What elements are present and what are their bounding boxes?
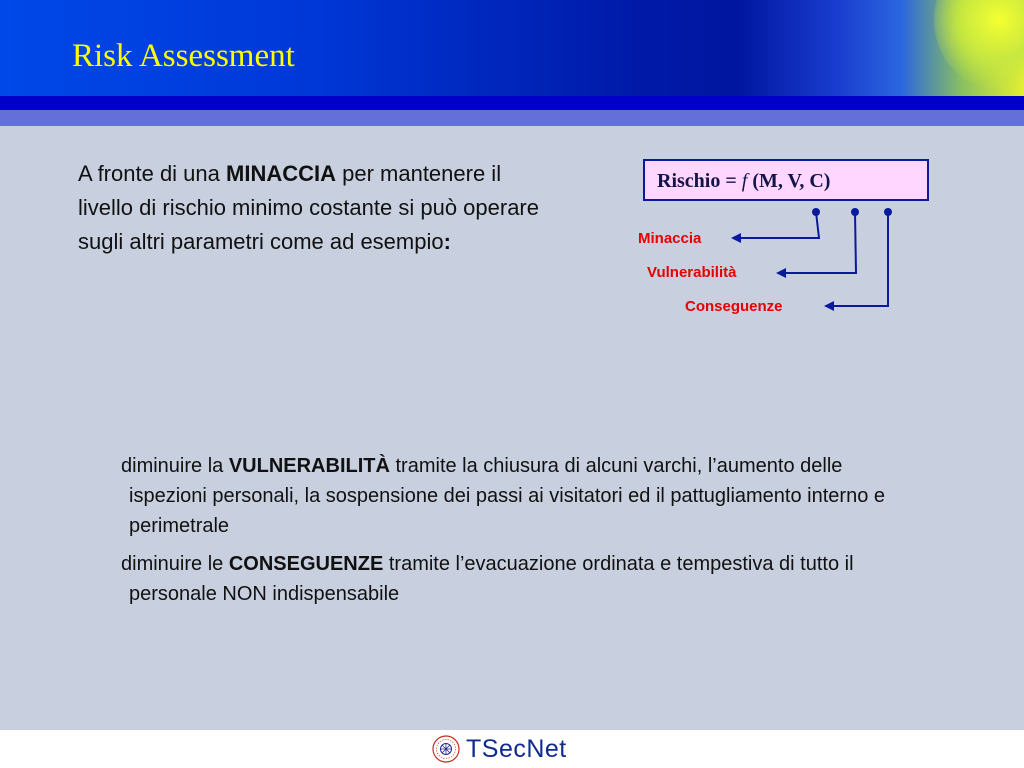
bullet-list [121, 451, 921, 617]
connector-line-c [829, 212, 888, 306]
label-minaccia: Minaccia [638, 230, 702, 247]
connector-line-v [781, 212, 856, 273]
connector-dot-c [884, 208, 892, 216]
slide-title: Risk Assessment [72, 38, 295, 74]
intro-colon: : [443, 229, 451, 254]
bullet-keyword-conseguenze: CONSEGUENZE [228, 553, 384, 575]
connector-dot-v [851, 208, 859, 216]
bullet-item [121, 451, 921, 541]
bullet-after: tramite la chiusura di alcuni varchi, l’aumento delle ispezioni personali, la sospensione dei passi ai visitatori ed il pattugliamento interno e perimetrale [129, 455, 885, 537]
formula-prefix: Rischio = [657, 170, 742, 192]
formula-function: f [741, 170, 748, 192]
connector-dot-m [812, 208, 820, 216]
footer-brand: TSecNet [466, 735, 567, 763]
intro-before: A fronte di una [78, 161, 226, 186]
connector-line-m [736, 212, 819, 238]
bullet-keyword-vulnerabilita: VULNERABILITÀ [228, 455, 390, 477]
arrowhead-vulnerabilita [776, 268, 786, 278]
arrowhead-minaccia [731, 233, 741, 243]
label-conseguenze: Conseguenze [685, 298, 783, 315]
intro-after: per mantenere il livello di rischio minimo costante si può operare sugli altri parametri come ad esempio [78, 161, 539, 254]
label-vulnerabilita: Vulnerabilità [647, 264, 737, 281]
bullet-item [121, 549, 921, 609]
intro-keyword-minaccia: MINACCIA [226, 161, 336, 186]
bullet-before: diminuire le [121, 553, 229, 575]
bullet-before: diminuire la [121, 455, 229, 477]
formula-args: (M, V, C) [747, 170, 831, 192]
bullet-after: tramite l’evacuazione ordinata e tempestiva di tutto il personale NON indispensabile [129, 553, 854, 605]
arrowhead-conseguenze [824, 301, 834, 311]
